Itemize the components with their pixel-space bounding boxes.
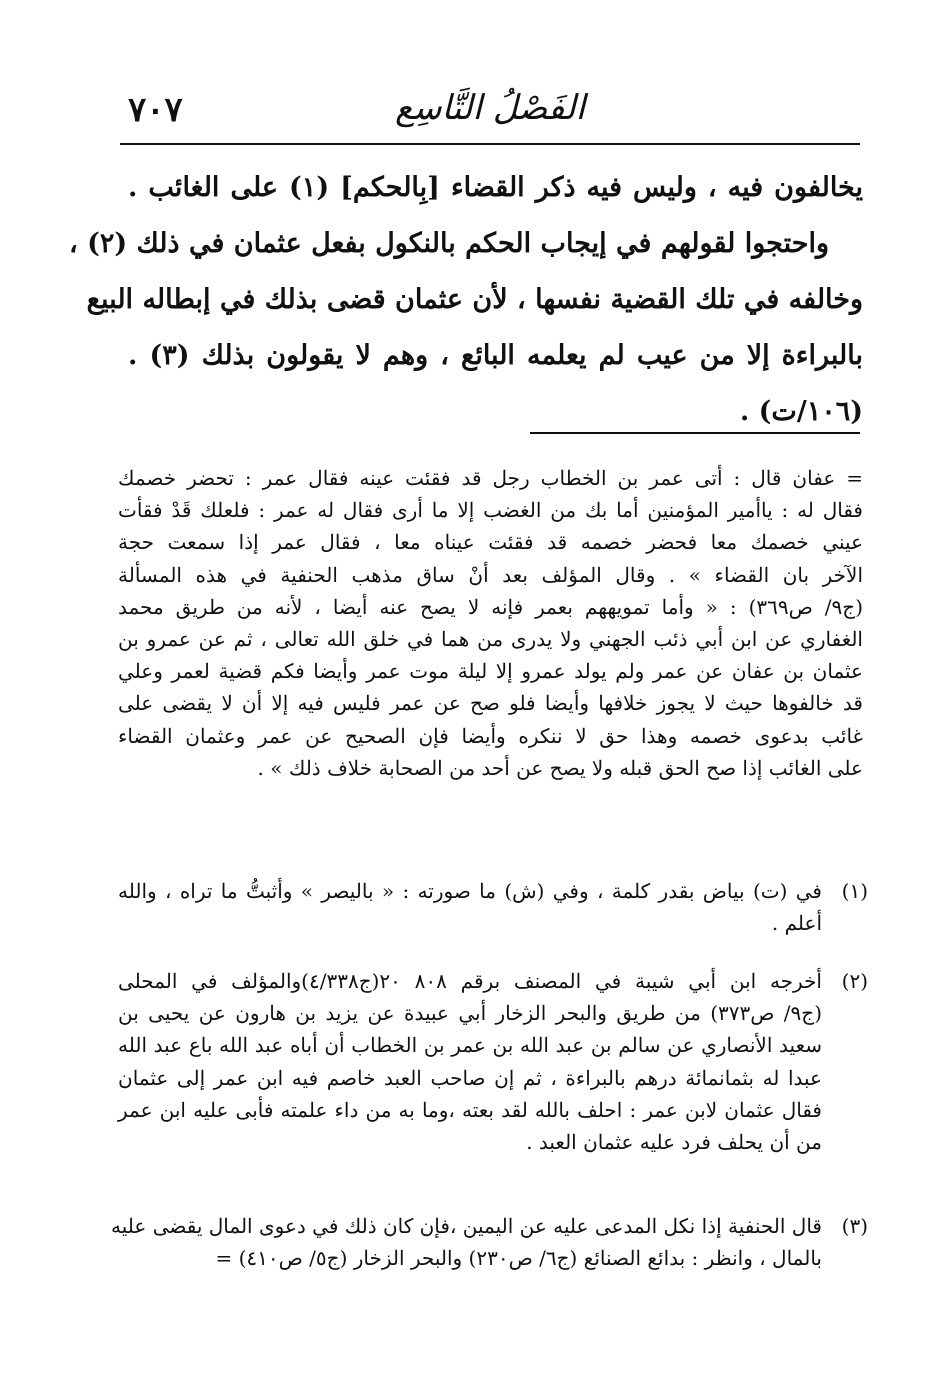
footnote-line: سعيد الأنصاري عن سالم بن عبد الله بن عمر بن الخطاب أن أباه عبد الله باع عبد الله — [118, 1033, 822, 1058]
main-line: واحتجوا لقولهم في إيجاب الحكم بالنكول بفعل عثمان في ذلك (٢) ، — [68, 228, 829, 259]
footnote-number: (١) — [841, 879, 868, 903]
footnote-3 — [111, 1210, 868, 1274]
footnote-line: غائب بدعوى خصمه وهذا حق لا ننكره وأيضا فإن الصحيح عن عمر وعثمان القضاء — [118, 723, 863, 748]
footnote-line: (ج٩/ ص٣٦٩) : « وأما تمويههم بعمر فإنه لا يصح عنه أيضا ، لأنه من طريق محمد — [118, 594, 864, 619]
footnote-line: = عفان قال : أتى عمر بن الخطاب رجل قد فقئت عينه فقال عمر : تحضر خصمك — [118, 466, 863, 490]
chapter-title: الفَصْلُ التَّاسِع — [394, 88, 586, 128]
page-header — [120, 80, 860, 142]
footnote-line: عبدا له بثمانمائة درهم بالبراءة ، ثم إن صاحب العبد خاصم فيه ابن عمر إلى عثمان — [118, 1065, 822, 1090]
footnote-line: عثمان بن عفان عن عمر ولم يولد عمرو إلا ليلة موت عمر وأيضا فكم قضية لعمر وعلي — [118, 659, 863, 684]
footnote-line: قال الحنفية إذا نكل المدعى عليه عن اليمين ،فإن كان ذلك في دعوى المال يقضى عليه — [111, 1214, 822, 1238]
footnote-line: بالمال ، وانظر : بدائع الصنائع (ج٦/ ص٢٣٠) والبحر الزخار (ج٥/ ص٤١٠) = — [215, 1246, 822, 1271]
footnote-line: على الغائب إذا صح الحق قبله ولا يصح عن أحد من الصحابة خلاف ذلك » . — [257, 755, 863, 780]
footnote-1 — [118, 875, 868, 939]
page-number: ٧٠٧ — [128, 90, 183, 130]
footnote-separator — [530, 432, 860, 434]
footnote-number: (٢) — [841, 969, 868, 993]
main-line: بالبراءة إلا من عيب لم يعلمه البائع ، وهم لا يقولون بذلك (٣) . — [128, 340, 864, 371]
footnote-line: فقال عثمان لابن عمر : احلف بالله لقد بعته ،وما به من داء علمته فأبى عليه ابن عمر — [118, 1097, 822, 1122]
main-text — [68, 160, 864, 440]
footnote-line: في (ت) بياض بقدر كلمة ، وفي (ش) ما صورته : « باليصر » وأثبتُّ ما تراه ، والله — [118, 879, 822, 903]
footnote-number: (٣) — [841, 1214, 868, 1238]
header-rule — [120, 143, 860, 145]
footnote-2 — [118, 965, 868, 1158]
footnote-line: أعلم . — [771, 911, 822, 936]
footnote-line: الغفاري عن ابن أبي ذئب الجهني ولا يدرى من هما في خلق الله تعالى ، ثم عن عمرو بن — [118, 626, 863, 651]
footnote-line: قد خالفوها حيث لا يجوز خلافها وأيضا فلو صح عن عمر فليس فيه إلا أن لا يقضى على — [118, 691, 863, 716]
footnote-line: الآخر بان القضاء » . وقال المؤلف بعد أنْ ساق مذهب الحنفية في هذه المسألة — [118, 562, 863, 587]
footnote-line: أخرجه ابن أبي شيبة في المصنف برقم ٨٠٨ ٢٠(ج٤/٣٣٨)والمؤلف في المحلى — [118, 969, 822, 993]
footnote-line: من أن يحلف فرد عليه عثمان العبد . — [526, 1129, 822, 1154]
footnote-line: (ج٩/ ص٣٧٣) من طريق والبحر الزخار أبي عبيدة عن يزيد بن هارون عن يحيى بن — [118, 1001, 822, 1026]
footnote-line: عيني خصمك معا فحضر خصمه قد فقئت عيناه معا ، فقال عمر إذا سمعت حجة — [118, 530, 863, 555]
main-line: (١٠٦/ت) . — [739, 396, 863, 427]
continued-footnote — [118, 462, 863, 784]
main-line: وخالفه في تلك القضية نفسها ، لأن عثمان قضى بذلك في إبطاله البيع — [86, 284, 863, 315]
main-line: يخالفون فيه ، وليس فيه ذكر القضاء [بِالحكم] (١) على الغائب . — [128, 172, 863, 203]
footnote-line: فقال له : ياأمير المؤمنين أما بك من الغضب إلا ما أرى فقال له عمر : فلعلك قَدْ فقأت — [118, 498, 863, 523]
